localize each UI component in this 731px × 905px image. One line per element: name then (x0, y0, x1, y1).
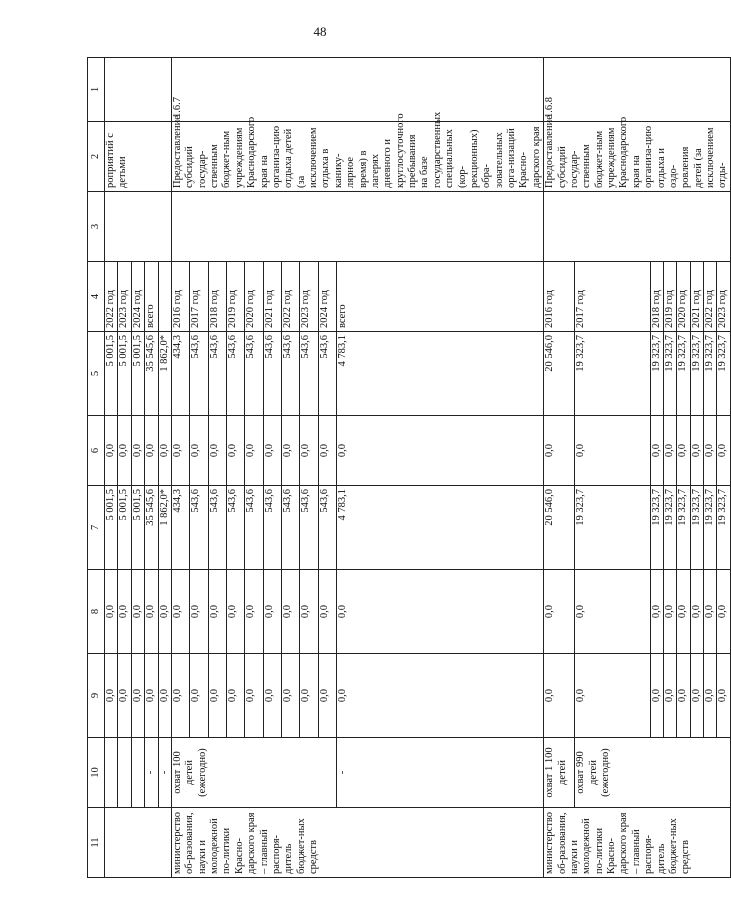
value-cell: 5 001,5 (105, 332, 118, 416)
value-cell: 0,0 (318, 654, 336, 738)
value-cell: 543,6 (300, 332, 318, 416)
value-cell: 0,0 (544, 654, 575, 738)
responsible-cell: министерство об-разования, науки и молодежной по-литики Красно-дарского края – главный распоря-дитель бюджет-ных средств (544, 808, 731, 878)
value-cell: 0,0 (300, 570, 318, 654)
value-cell: 0,0 (300, 654, 318, 738)
year-cell: 2022 год (281, 262, 299, 332)
value-cell: 0,0 (318, 416, 336, 486)
year-cell: 2016 год (544, 262, 575, 332)
year-cell: 2021 год (263, 262, 281, 332)
value-cell: 4 783,1 (336, 486, 543, 570)
year-cell: 2018 год (650, 262, 663, 332)
value-cell: 5 001,5 (131, 486, 144, 570)
value-cell: 19 323,7 (663, 332, 676, 416)
value-cell: 543,6 (263, 332, 281, 416)
activity-name: Предоставление субсидий государ-ственным бюджет-ным учреждениям Краснодарского края на организа-цию отдыха детей (за исключением отдыха в канику-лярное время) в лагерях дневного и круглосуточного пребывания на базе государственных специальных (кор-рекционных) обра-зовательных орга-низаций Красно-дарского края (171, 122, 543, 192)
value-cell: 0,0 (145, 416, 158, 486)
column-number: 1 (88, 58, 105, 122)
result-cell: охват 1 100 детей (544, 738, 575, 808)
value-cell: 0,0 (158, 416, 171, 486)
value-cell: 0,0 (717, 570, 730, 654)
value-cell: 0,0 (131, 570, 144, 654)
column-number: 6 (88, 416, 105, 486)
value-cell: 0,0 (650, 654, 663, 738)
value-cell: 0,0 (263, 416, 281, 486)
value-cell: 19 323,7 (575, 486, 650, 570)
year-cell: 2018 год (208, 262, 226, 332)
year-cell: 2020 год (245, 262, 263, 332)
value-cell: 0,0 (118, 416, 131, 486)
value-cell: 4 783,1 (336, 332, 543, 416)
status-cell (544, 192, 731, 262)
year-cell: 2022 год (105, 262, 118, 332)
column-number: 5 (88, 332, 105, 416)
value-cell: 0,0 (190, 416, 208, 486)
value-cell: 0,0 (663, 654, 676, 738)
value-cell: 0,0 (704, 416, 717, 486)
value-cell: 0,0 (118, 570, 131, 654)
value-cell: 19 323,7 (717, 332, 730, 416)
value-cell: 0,0 (263, 570, 281, 654)
value-cell: 1 862,0* (158, 486, 171, 570)
column-number: 11 (88, 808, 105, 878)
value-cell: 0,0 (171, 416, 189, 486)
activity-name: Предоставление субсидий государ-ственным бюджет-ным учреждениям Краснодарского края на организа-цию отдыха и оздо-ровления детей (за исключением отды- (544, 122, 731, 192)
value-cell: 543,6 (263, 486, 281, 570)
value-cell: 5 001,5 (131, 332, 144, 416)
result-cell (105, 738, 118, 808)
table-row (171, 58, 189, 878)
value-cell: 543,6 (300, 486, 318, 570)
value-cell: 5 001,5 (118, 486, 131, 570)
result-cell: - (145, 738, 158, 808)
value-cell: 543,6 (281, 486, 299, 570)
value-cell: 1 862,0* (158, 332, 171, 416)
value-cell: 543,6 (318, 332, 336, 416)
value-cell: 20 546,0 (544, 486, 575, 570)
value-cell: 19 323,7 (650, 332, 663, 416)
result-cell (131, 738, 144, 808)
year-cell: 2023 год (717, 262, 730, 332)
value-cell: 0,0 (281, 654, 299, 738)
year-cell: 2022 год (704, 262, 717, 332)
value-cell: 0,0 (717, 416, 730, 486)
value-cell: 19 323,7 (704, 486, 717, 570)
value-cell: 0,0 (281, 570, 299, 654)
value-cell: 543,6 (245, 486, 263, 570)
value-cell: 0,0 (318, 570, 336, 654)
value-cell: 0,0 (105, 416, 118, 486)
value-cell: 19 323,7 (704, 332, 717, 416)
value-cell: 19 323,7 (663, 486, 676, 570)
value-cell: 0,0 (208, 654, 226, 738)
value-cell: 0,0 (105, 570, 118, 654)
value-cell: 0,0 (717, 654, 730, 738)
value-cell: 5 001,5 (105, 486, 118, 570)
year-cell: 2021 год (690, 262, 703, 332)
value-cell: 543,6 (190, 486, 208, 570)
value-cell: 0,0 (190, 654, 208, 738)
value-cell: 19 323,7 (575, 332, 650, 416)
year-cell: 2019 год (226, 262, 244, 332)
value-cell: 0,0 (650, 570, 663, 654)
column-number: 2 (88, 122, 105, 192)
year-cell: 2024 год (318, 262, 336, 332)
value-cell: 0,0 (663, 570, 676, 654)
result-cell: охват 990 детей (ежегодно) (575, 738, 731, 808)
table-row (105, 58, 118, 878)
year-cell: 2017 год (575, 262, 650, 332)
value-cell: 0,0 (690, 570, 703, 654)
value-cell: 0,0 (208, 570, 226, 654)
value-cell: 19 323,7 (677, 332, 690, 416)
column-number: 4 (88, 262, 105, 332)
value-cell: 434,3 (171, 332, 189, 416)
value-cell: 0,0 (677, 570, 690, 654)
item-number: 1.6.7 (171, 58, 543, 122)
value-cell: 0,0 (263, 654, 281, 738)
value-cell: 543,6 (318, 486, 336, 570)
value-cell: 543,6 (208, 332, 226, 416)
value-cell: 0,0 (171, 570, 189, 654)
year-cell: всего (145, 262, 158, 332)
value-cell: 0,0 (704, 654, 717, 738)
value-cell: 0,0 (677, 416, 690, 486)
result-cell: - (158, 738, 171, 808)
year-cell: 2024 год (131, 262, 144, 332)
value-cell: 0,0 (158, 570, 171, 654)
year-cell: 2019 год (663, 262, 676, 332)
value-cell: 0,0 (158, 654, 171, 738)
value-cell: 0,0 (663, 416, 676, 486)
value-cell: 0,0 (145, 570, 158, 654)
value-cell: 0,0 (336, 416, 543, 486)
value-cell: 0,0 (208, 416, 226, 486)
year-cell: всего (336, 262, 543, 332)
item-number: 1.6.8 (544, 58, 731, 122)
value-cell: 0,0 (690, 416, 703, 486)
column-number: 9 (88, 654, 105, 738)
value-cell: 0,0 (690, 654, 703, 738)
value-cell: 19 323,7 (690, 332, 703, 416)
year-cell: 2017 год (190, 262, 208, 332)
value-cell: 0,0 (575, 416, 650, 486)
value-cell: 0,0 (650, 416, 663, 486)
value-cell: 0,0 (336, 654, 543, 738)
value-cell: 19 323,7 (717, 486, 730, 570)
value-cell: 543,6 (226, 486, 244, 570)
responsible-cell: министерство об-разования, науки и молодежной по-литики Красно-дарского края – главный распоря-дитель бюджет-ных средств (171, 808, 543, 878)
table-row (544, 58, 575, 878)
value-cell: 543,6 (245, 332, 263, 416)
result-cell: - (336, 738, 543, 808)
activity-name: роприятий с детьми (105, 122, 172, 192)
year-cell (158, 262, 171, 332)
responsible-cell (105, 808, 172, 878)
value-cell: 0,0 (171, 654, 189, 738)
value-cell: 0,0 (300, 416, 318, 486)
year-cell: 2016 год (171, 262, 189, 332)
status-cell (105, 192, 172, 262)
result-cell (118, 738, 131, 808)
year-cell: 2023 год (118, 262, 131, 332)
value-cell: 543,6 (190, 332, 208, 416)
value-cell: 0,0 (544, 570, 575, 654)
value-cell: 0,0 (226, 654, 244, 738)
value-cell: 543,6 (281, 332, 299, 416)
value-cell: 20 546,0 (544, 332, 575, 416)
value-cell: 0,0 (226, 416, 244, 486)
column-number: 10 (88, 738, 105, 808)
year-cell: 2023 год (300, 262, 318, 332)
value-cell: 0,0 (281, 416, 299, 486)
value-cell: 0,0 (131, 654, 144, 738)
value-cell: 0,0 (677, 654, 690, 738)
value-cell: 19 323,7 (690, 486, 703, 570)
value-cell: 0,0 (245, 416, 263, 486)
value-cell: 0,0 (575, 654, 650, 738)
value-cell: 0,0 (245, 654, 263, 738)
page-number: 48 (313, 24, 327, 39)
value-cell: 0,0 (544, 416, 575, 486)
rotated-table-frame (87, 58, 729, 878)
value-cell: 543,6 (226, 332, 244, 416)
value-cell: 35 545,6 (145, 332, 158, 416)
value-cell: 434,3 (171, 486, 189, 570)
value-cell: 19 323,7 (677, 486, 690, 570)
value-cell: 19 323,7 (650, 486, 663, 570)
value-cell: 0,0 (118, 654, 131, 738)
value-cell: 543,6 (208, 486, 226, 570)
value-cell: 0,0 (131, 416, 144, 486)
column-number: 8 (88, 570, 105, 654)
column-number: 7 (88, 486, 105, 570)
value-cell: 0,0 (245, 570, 263, 654)
program-activities-table (87, 57, 731, 878)
value-cell: 0,0 (226, 570, 244, 654)
value-cell: 0,0 (190, 570, 208, 654)
column-number-row (88, 58, 105, 878)
value-cell: 5 001,5 (118, 332, 131, 416)
value-cell: 0,0 (145, 654, 158, 738)
status-cell (171, 192, 543, 262)
column-number: 3 (88, 192, 105, 262)
value-cell: 35 545,6 (145, 486, 158, 570)
value-cell: 0,0 (105, 654, 118, 738)
value-cell: 0,0 (336, 570, 543, 654)
value-cell: 0,0 (704, 570, 717, 654)
year-cell: 2020 год (677, 262, 690, 332)
value-cell: 0,0 (575, 570, 650, 654)
item-number (105, 58, 172, 122)
result-cell: охват 100 детей (ежегодно) (171, 738, 336, 808)
